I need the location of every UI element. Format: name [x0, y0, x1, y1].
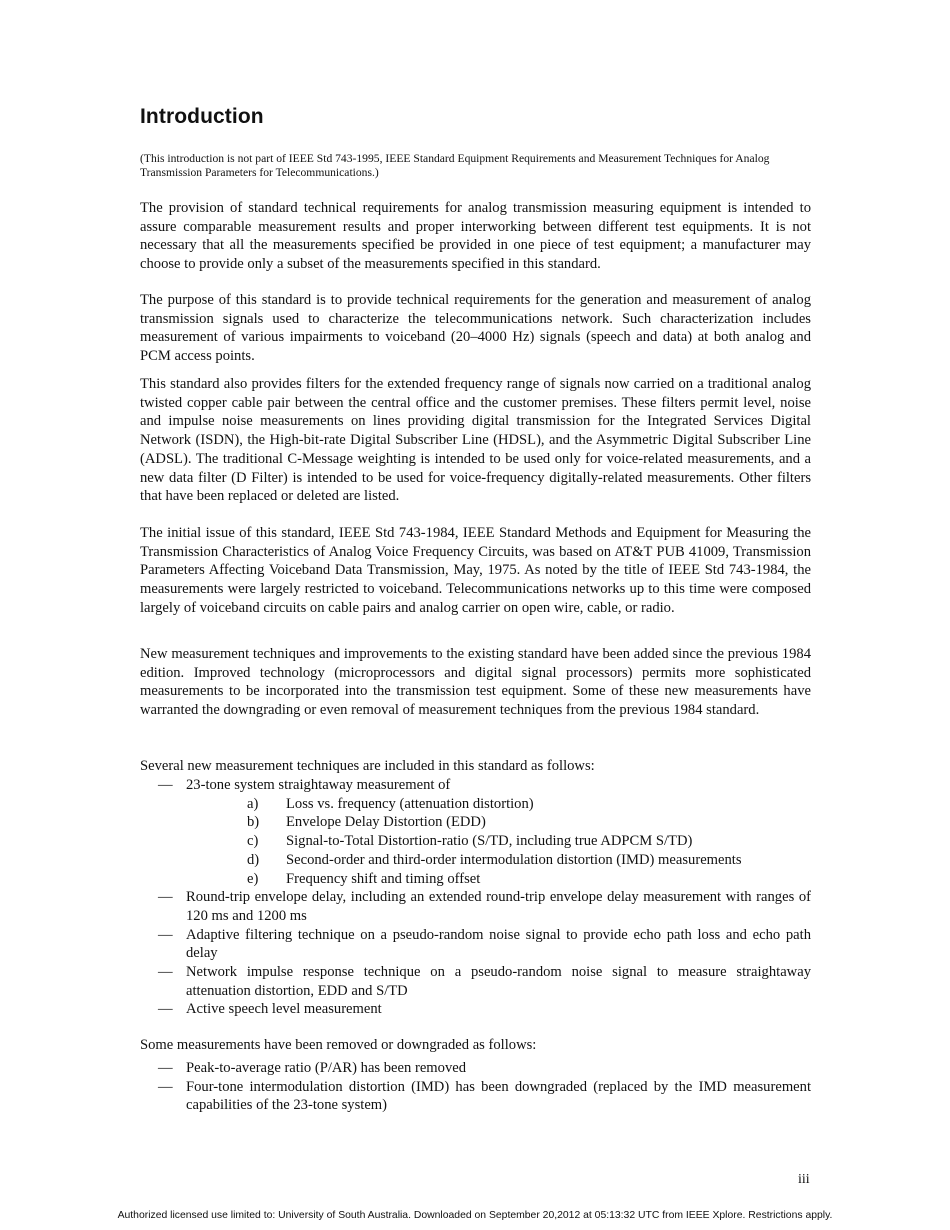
paragraph-5: New measurement techniques and improvements to the existing standard have been added since the previous 1984 edition. Improved technology (microprocessors and digital signal processors) permits more sophisticated measurements to be incorporated into the transmission test equipment. Some of these new measurements have warranted the downgrading or even removal of measurement techniques from the previous 1984 standard. [140, 646, 811, 719]
dash-bullet: — [158, 1060, 173, 1076]
sub-item-letter: a) [247, 795, 259, 812]
sub-list [186, 795, 811, 889]
dash-bullet: — [158, 889, 173, 906]
page-title: Introduction [140, 105, 264, 128]
paragraph-3: This standard also provides filters for the extended frequency range of signals now carried on a traditional analog twisted copper cable pair between the central office and the customer premises. These filters permit level, noise and impulse noise measurements on lines providing digital transmission for the Integrated Services Digital Network (ISDN), the High-bit-rate Digital Subscriber Line (HDSL), and the Asymmetric Digital Subscriber Line (ADSL). The traditional C-Message weighting is intended to be used only for voice-related measurements, and a new data filter (D Filter) is intended to be used for voice-frequency digitally-related measurements. Other filters that have been replaced or deleted are listed. [140, 376, 811, 505]
list-item [140, 1000, 811, 1019]
sub-list-item [186, 870, 811, 889]
list-item-text: Peak-to-average ratio (P/AR) has been removed [186, 1060, 467, 1076]
removed-intro: Some measurements have been removed or downgraded as follows: [140, 1037, 537, 1053]
sub-item-letter: c) [247, 833, 259, 850]
list-item [140, 1059, 811, 1078]
new-techniques-intro: Several new measurement techniques are included in this standard as follows: [140, 758, 595, 774]
list-item-text: Adaptive filtering technique on a pseudo-random noise signal to provide echo path loss and echo path delay [186, 926, 811, 962]
page-number: iii [798, 1172, 810, 1187]
dash-bullet: — [158, 1078, 173, 1095]
list-item-text: Round-trip envelope delay, including an extended round-trip envelope delay measurement with ranges of 120 ms and 1200 ms [186, 889, 811, 924]
list-item-text: 23-tone system straightaway measurement of [186, 777, 451, 793]
removed-list [140, 1059, 811, 1115]
list-item [140, 1078, 811, 1115]
sub-list-item [186, 832, 811, 851]
license-footer: Authorized licensed use limited to: University of South Australia. Downloaded on September 20,2012 at 05:13:32 UTC from IEEE Xplore. Restrictions apply. [117, 1210, 833, 1221]
sub-item-text: Signal-to-Total Distortion-ratio (S/TD, including true ADPCM S/TD) [286, 833, 693, 850]
list-item [140, 776, 811, 888]
list-item [140, 926, 811, 963]
sub-item-text: Loss vs. frequency (attenuation distortion) [286, 795, 534, 812]
sub-list-item [186, 795, 811, 814]
sub-list-item [186, 851, 811, 870]
paragraph-2: The purpose of this standard is to provide technical requirements for the generation and measurement of analog transmission signals used to characterize the telecommunications network. Such characterization includes measurement of various impairments to voiceband (20–4000 Hz) signals (speech and data) at both analog and PCM access points. [140, 292, 811, 365]
introduction-note: (This introduction is not part of IEEE Std 743-1995, IEEE Standard Equipment Requirements and Measurement Techniques for Analog Transmission Parameters for Telecommunications.) [140, 152, 770, 179]
sub-list-item [186, 813, 811, 832]
dash-bullet: — [158, 777, 173, 793]
new-techniques-list [140, 776, 811, 1019]
sub-item-letter: d) [247, 851, 260, 868]
list-item [140, 963, 811, 1000]
sub-item-letter: b) [247, 814, 260, 831]
paragraph-1: The provision of standard technical requirements for analog transmission measuring equipment is intended to assure comparable measurement results and proper interworking between different test equipments. It is not necessary that all the measurements specified be provided in one piece of test equipment; a manufacturer may choose to provide only a subset of the measurements specified in this standard. [140, 200, 811, 273]
list-item [140, 888, 811, 925]
sub-item-text: Frequency shift and timing offset [286, 870, 481, 887]
list-item-text: Four-tone intermodulation distortion (IMD) has been downgraded (replaced by the IMD measurement capabilities of the 23-tone system) [186, 1078, 811, 1114]
dash-bullet: — [158, 1001, 173, 1018]
list-item-text: Network impulse response technique on a pseudo-random noise signal to measure straightaway attenuation distortion, EDD and S/TD [186, 964, 811, 999]
sub-item-text: Second-order and third-order intermodulation distortion (IMD) measurements [286, 851, 742, 868]
paragraph-4: The initial issue of this standard, IEEE Std 743-1984, IEEE Standard Methods and Equipment for Measuring the Transmission Characteristics of Analog Voice Frequency Circuits, was based on AT&T PUB 41009, Transmission Parameters Affecting Voiceband Data Transmission, May, 1975. As noted by the title of IEEE Std 743-1984, the measurements were largely restricted to voiceband. Telecommunications networks up to this time were composed largely of voiceband circuits on cable pairs and analog carrier on open wire, cable, or radio. [140, 525, 811, 616]
list-item-text: Active speech level measurement [186, 1001, 382, 1018]
dash-bullet: — [158, 964, 173, 981]
sub-item-letter: e) [247, 870, 259, 887]
dash-bullet: — [158, 926, 173, 943]
sub-item-text: Envelope Delay Distortion (EDD) [286, 814, 486, 831]
